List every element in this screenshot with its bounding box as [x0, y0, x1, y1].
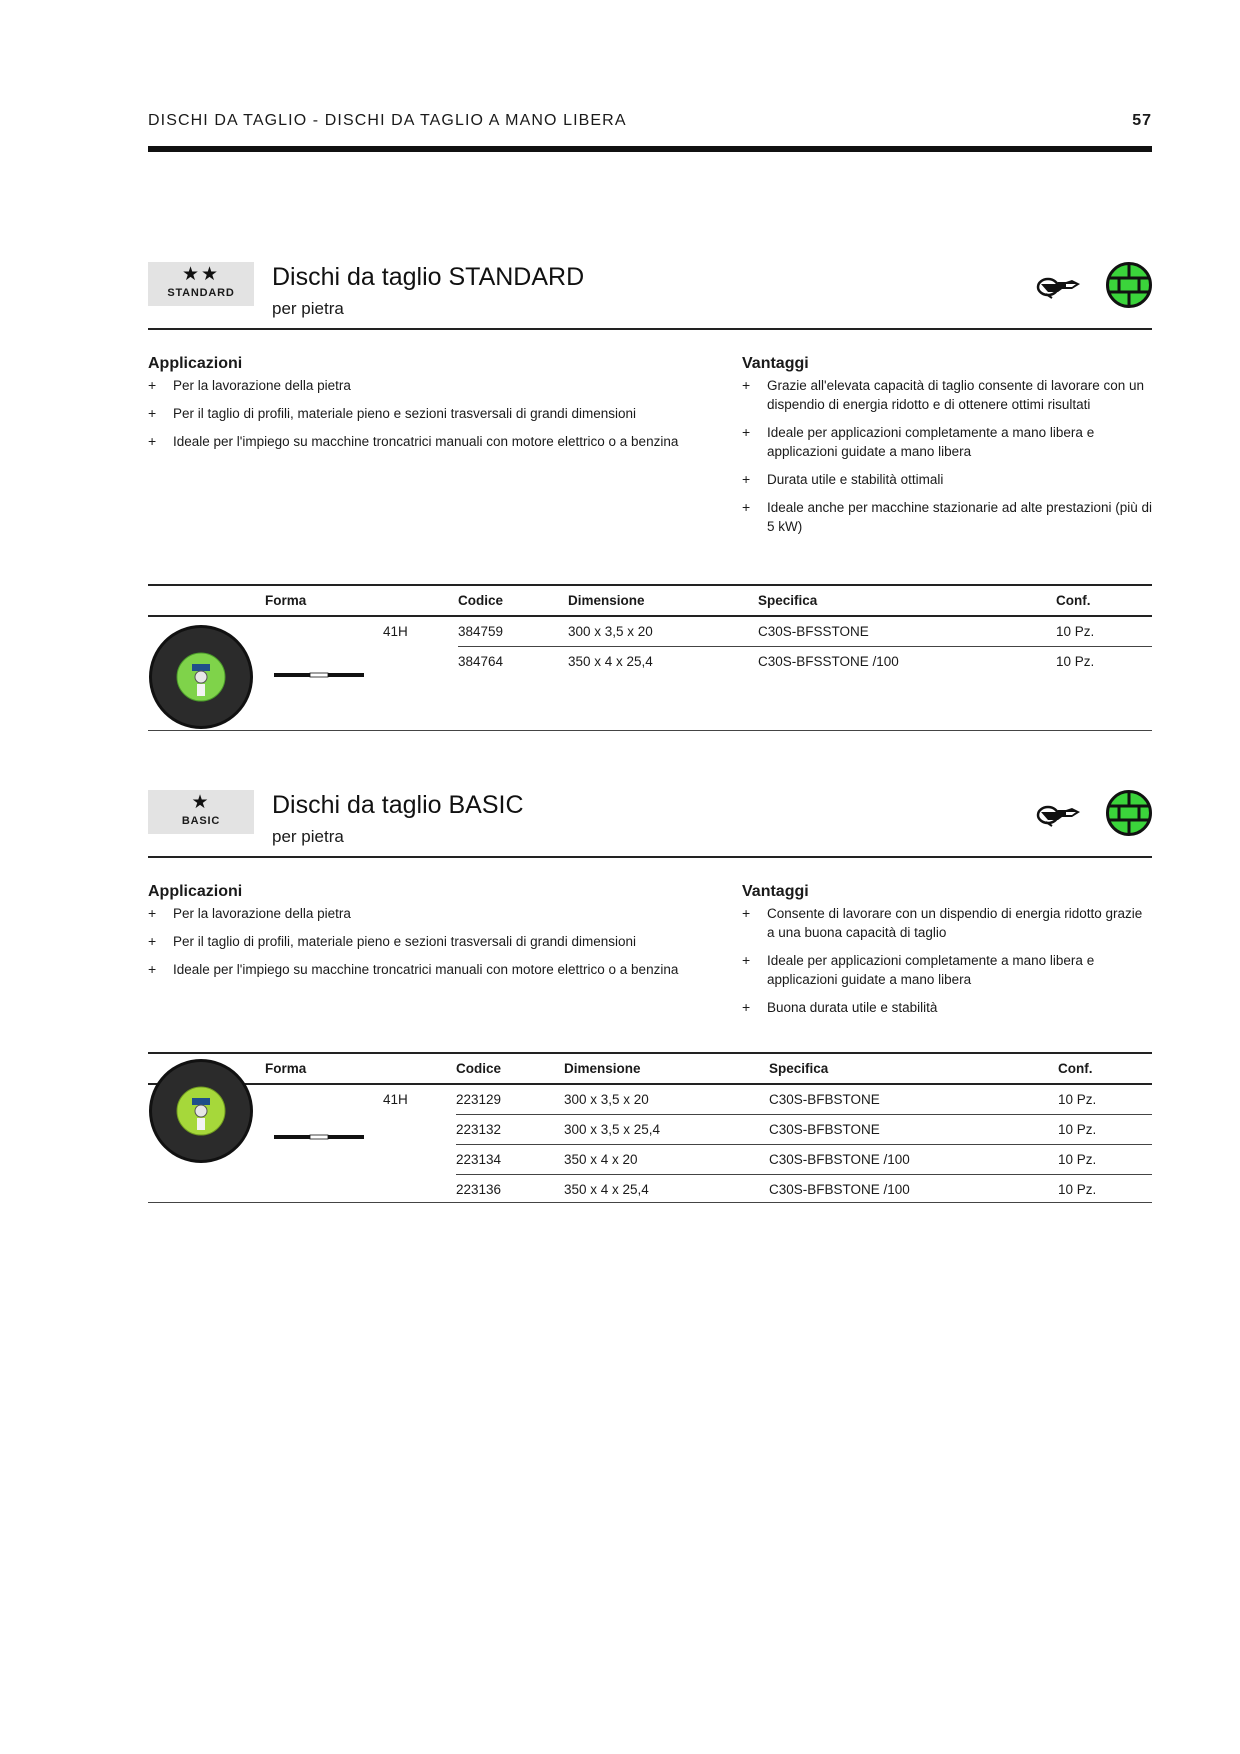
list-item: + Ideale per l'impiego su macchine troncatrici manuali con motore elettrico o a benzina: [148, 960, 738, 979]
list-item: + Buona durata utile e stabilità: [742, 998, 1152, 1017]
table-bottom-rule: [148, 730, 1152, 731]
specification: C30S-BFSSTONE: [758, 616, 1056, 646]
product-table: [148, 584, 1152, 676]
dimension: 300 x 3,5 x 25,4: [564, 1114, 769, 1144]
table-row: [148, 1174, 1152, 1204]
shape-code: 41H: [383, 1092, 408, 1107]
column-header-conf: Conf.: [1058, 1053, 1152, 1084]
section-divider: [148, 328, 1152, 330]
section-title: Dischi da taglio STANDARD: [272, 263, 585, 291]
column-header-codice: Codice: [456, 1053, 564, 1084]
specification: C30S-BFBSTONE /100: [769, 1144, 1058, 1174]
stone-brick-icon: [1106, 262, 1152, 308]
list-item: + Ideale per applicazioni completamente a mano libera e applicazioni guidate a mano libera: [742, 951, 1152, 989]
dimension: 300 x 3,5 x 20: [564, 1084, 769, 1114]
column-header-dimensione: Dimensione: [568, 585, 758, 616]
advantages-heading: Vantaggi: [742, 883, 809, 900]
list-item: + Per il taglio di profili, materiale pieno e sezioni trasversali di grandi dimensioni: [148, 932, 738, 951]
star-rating-icon: ★: [191, 792, 211, 813]
dimension: 350 x 4 x 20: [564, 1144, 769, 1174]
angle-grinder-icon: [1036, 800, 1084, 828]
header-divider: [148, 146, 1152, 152]
badge-level-label: BASIC: [181, 815, 221, 827]
column-header-specifica: Specifica: [769, 1053, 1058, 1084]
product-code: 223134: [456, 1144, 564, 1174]
table-header-row: [148, 585, 1152, 616]
advantages-column: [742, 882, 1152, 1026]
disc-profile-icon: [274, 1134, 364, 1140]
cutting-disc-image: [148, 624, 254, 730]
applications-list: [148, 376, 738, 451]
section-subtitle: per pietra: [272, 827, 344, 846]
star-rating-icon: ★★: [181, 264, 221, 285]
list-item: + Consente di lavorare con un dispendio di energia ridotto grazie a una buona capacità di taglio: [742, 904, 1152, 942]
table-header-row: [148, 1053, 1152, 1084]
specification: C30S-BFBSTONE: [769, 1114, 1058, 1144]
product-code: 223132: [456, 1114, 564, 1144]
table-row: [148, 616, 1152, 646]
column-header-conf: Conf.: [1056, 585, 1152, 616]
section-basic: [148, 790, 1152, 1210]
chapter-title: DISCHI DA TAGLIO - DISCHI DA TAGLIO A MANO LIBERA: [148, 112, 627, 129]
specification: C30S-BFBSTONE: [769, 1084, 1058, 1114]
product-table: [148, 1052, 1152, 1204]
page-header: [148, 112, 1152, 132]
column-header-specifica: Specifica: [758, 585, 1056, 616]
pack-quantity: 10 Pz.: [1058, 1114, 1152, 1144]
column-header-forma: Forma: [265, 585, 340, 616]
cutting-disc-image: [148, 1058, 254, 1164]
quality-badge-standard: [148, 262, 254, 306]
list-item: + Grazie all'elevata capacità di taglio consente di lavorare con un dispendio di energia ridotto e di ottenere ottimi risultati: [742, 376, 1152, 414]
applications-heading: Applicazioni: [148, 355, 243, 372]
pack-quantity: 10 Pz.: [1058, 1144, 1152, 1174]
product-code: 223129: [456, 1084, 564, 1114]
advantages-heading: Vantaggi: [742, 355, 809, 372]
list-item: + Per la lavorazione della pietra: [148, 904, 738, 923]
section-title: Dischi da taglio BASIC: [272, 791, 524, 819]
stone-brick-icon: [1106, 790, 1152, 836]
applications-column: [148, 882, 738, 988]
dimension: 350 x 4 x 25,4: [564, 1181, 649, 1197]
list-item: + Per il taglio di profili, materiale pieno e sezioni trasversali di grandi dimensioni: [148, 404, 738, 423]
product-code: 223136: [456, 1181, 502, 1197]
table-row: [148, 1084, 1152, 1114]
product-code: 384764: [458, 653, 504, 669]
pack-quantity: 10 Pz.: [1056, 653, 1095, 669]
dimension: 300 x 3,5 x 20: [568, 616, 758, 646]
page-number: 57: [1132, 112, 1152, 129]
section-standard: [148, 262, 1152, 732]
advantages-list: [742, 376, 1152, 536]
list-item: + Ideale per applicazioni completamente a mano libera e applicazioni guidate a mano libera: [742, 423, 1152, 461]
badge-level-label: STANDARD: [167, 287, 235, 299]
table-row: [148, 1144, 1152, 1174]
specification: C30S-BFBSTONE /100: [769, 1181, 910, 1197]
pack-quantity: 10 Pz.: [1056, 616, 1152, 646]
advantages-list: [742, 904, 1152, 1017]
column-header-dimensione: Dimensione: [564, 1053, 769, 1084]
column-header-forma: Forma: [265, 1053, 338, 1084]
dimension: 350 x 4 x 25,4: [568, 653, 653, 669]
angle-grinder-icon: [1036, 272, 1084, 300]
pack-quantity: 10 Pz.: [1058, 1084, 1152, 1114]
list-item: + Per la lavorazione della pietra: [148, 376, 738, 395]
shape-code: 41H: [383, 624, 408, 639]
disc-profile-icon: [274, 672, 364, 678]
applications-list: [148, 904, 738, 979]
applications-heading: Applicazioni: [148, 883, 243, 900]
section-subtitle: per pietra: [272, 299, 344, 318]
list-item: + Ideale anche per macchine stazionarie ad alte prestazioni (più di 5 kW): [742, 498, 1152, 536]
advantages-column: [742, 354, 1152, 545]
section-divider: [148, 856, 1152, 858]
table-bottom-rule: [148, 1202, 1152, 1203]
list-item: + Durata utile e stabilità ottimali: [742, 470, 1152, 489]
pack-quantity: 10 Pz.: [1058, 1181, 1097, 1197]
specification: C30S-BFSSTONE /100: [758, 653, 899, 669]
applications-column: [148, 354, 738, 460]
product-code: 384759: [458, 616, 568, 646]
column-header-codice: Codice: [458, 585, 568, 616]
quality-badge-basic: [148, 790, 254, 834]
list-item: + Ideale per l'impiego su macchine troncatrici manuali con motore elettrico o a benzina: [148, 432, 738, 451]
